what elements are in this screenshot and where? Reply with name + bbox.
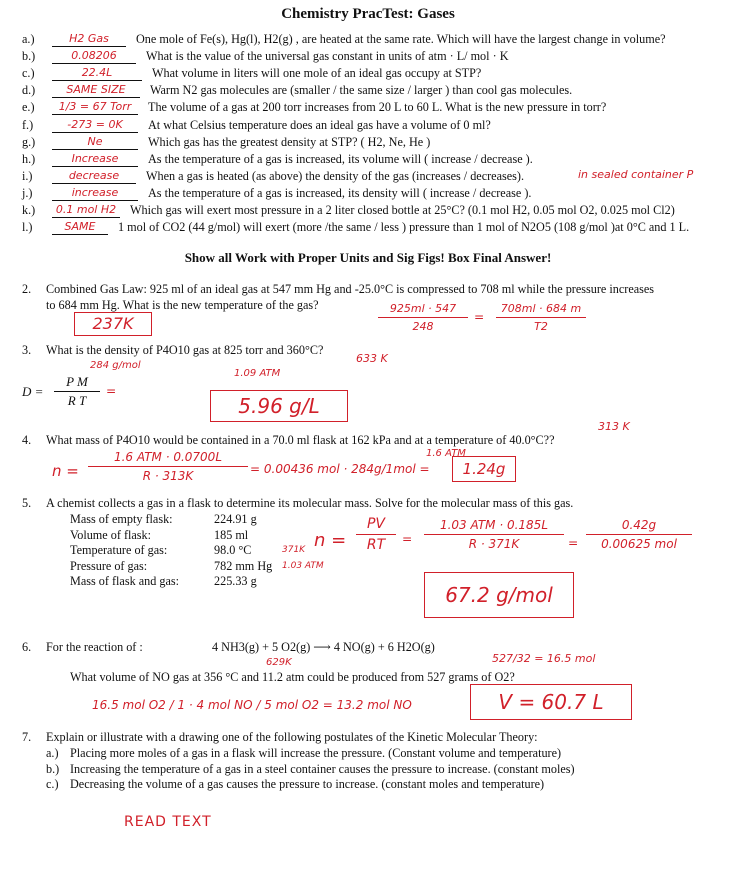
q2-text-line1: Combined Gas Law: 925 ml of an ideal gas at 547 mm Hg and -25.0°C is compressed to 708 ml while the pressure increases [46, 282, 655, 296]
q6-note-mol: 527/32 = 16.5 mol [492, 652, 596, 665]
q5-pv-den: RT [366, 537, 386, 553]
q5-row-value: 782 mm Hg [214, 558, 273, 573]
q6-answer: V = 60.7 L [498, 690, 604, 714]
q4-work-num: 1.6 ATM · 0.0700L [113, 450, 223, 464]
q6-equation: 4 NH3(g) + 5 O2(g) ⟶ 4 NO(g) + 6 H2O(g) [212, 640, 435, 654]
q4-answer: 1.24g [462, 460, 506, 478]
q5-mass-den: 0.00625 mol [601, 537, 677, 551]
row-question-text: As the temperature of a gas is increased, its volume will ( increase / decrease ). [148, 151, 533, 166]
q5-equals-2: = [568, 536, 579, 550]
short-answer-row [0, 220, 736, 237]
q5-row-value: 98.0 °C [214, 543, 252, 557]
q5-row-note: 1.03 ATM [282, 560, 324, 571]
q2-text-line2: to 684 mm Hg. What is the new temperature of the gas? [46, 298, 319, 312]
q3-text: What is the density of P4O10 gas at 825 torr and 360°C? [46, 343, 324, 357]
q5-text: A chemist collects a gas in a flask to determine its molecular mass. Solve for the molecular mass of this gas. [46, 496, 574, 510]
q7-item-letter: a.) [46, 746, 59, 760]
row-answer-blank: SAME [52, 220, 108, 235]
q3-number: 3. [22, 343, 32, 357]
row-letter: b.) [22, 49, 36, 64]
q2-work-left [378, 302, 468, 333]
row-answer-blank: 0.08206 [52, 49, 136, 64]
row-question-text: One mole of Fe(s), Hg(l), H2(g) , are heated at the same rate. Which will have the largest change in volume? [136, 32, 666, 46]
q2-work-left-num: 925ml · 547 [389, 302, 457, 315]
row-letter: g.) [22, 134, 36, 149]
q3-formula-fraction [54, 374, 100, 409]
row-answer-blank: decrease [52, 169, 136, 184]
q3-answer: 5.96 g/L [238, 394, 320, 418]
short-answer-row [0, 203, 736, 220]
q2-work-right-den: T2 [534, 320, 548, 333]
q5-equals-1: = [402, 532, 413, 546]
short-answer-row [0, 186, 736, 203]
short-answer-row [0, 118, 736, 135]
row-answer-blank: Increase [52, 152, 138, 167]
q3-formula-lhs: D = [22, 384, 44, 399]
q4-result: = 0.00436 mol · 284g/1mol = [250, 462, 430, 476]
q7-item-text: Increasing the temperature of a gas in a steel container causes the pressure to increase. (constant moles) [70, 761, 575, 776]
row-question-text: At what Celsius temperature does an ideal gas have a volume of 0 ml? [148, 117, 491, 132]
q5-work-fraction [424, 518, 564, 551]
row-answer-blank: 0.1 mol H2 [52, 203, 120, 218]
row-answer-blank: Ne [52, 135, 138, 150]
row-answer-blank: SAME SIZE [52, 83, 140, 98]
q7-text: Explain or illustrate with a drawing one of the following postulates of the Kinetic Molecular Theory: [46, 730, 538, 744]
q6-work: 16.5 mol O2 / 1 · 4 mol NO / 5 mol O2 = 13.2 mol NO [92, 698, 412, 712]
row-question-text: As the temperature of a gas is increased, its density will ( increase / decrease ). [148, 185, 532, 200]
q3-equals: = [106, 384, 117, 398]
q7-item-text: Placing more moles of a gas in a flask will increase the pressure. (Constant volume and temperature) [70, 746, 562, 760]
q4-text: What mass of P4O10 would be contained in a 70.0 ml flask at 162 kPa and at a temperature of 40.0°C?? [46, 433, 555, 447]
q5-row-label: Temperature of gas: [70, 543, 168, 557]
row-question-text: What is the value of the universal gas constant in units of atm · L/ mol · K [146, 49, 509, 64]
q5-answer-box [424, 572, 574, 618]
short-answer-row [0, 135, 736, 152]
row-letter: k.) [22, 203, 36, 217]
q2-answer-box [74, 312, 152, 336]
q5-pv-num: PV [366, 516, 386, 532]
q2-equals: = [474, 310, 485, 324]
short-answer-row [0, 32, 736, 49]
q2-work-left-den: 248 [412, 320, 434, 333]
q5-number: 5. [22, 496, 32, 510]
row-question-text: Which gas will exert most pressure in a 2 liter closed bottle at 25°C? (0.1 mol H2, 0.05 mol O2, 0.025 mol Cl2) [130, 203, 675, 217]
row-question-text: What volume in liters will one mole of an ideal gas occupy at STP? [152, 66, 482, 81]
short-answer-row [0, 152, 736, 169]
row-letter: j.) [22, 185, 33, 200]
row-answer-blank: -273 = 0K [52, 118, 138, 133]
q6-answer-box [470, 684, 632, 720]
q5-row-label: Volume of flask: [70, 527, 152, 542]
q5-mass-fraction [586, 518, 692, 551]
row-letter: i.) [22, 168, 33, 183]
q5-n-label: n = [314, 530, 347, 551]
j-margin-note: in sealed container P [578, 168, 694, 181]
q7-item-text: Decreasing the volume of a gas causes the pressure to increase. (constant moles and temperature) [70, 777, 545, 791]
q3-formula-num: P M [66, 374, 88, 389]
q2-work-right [496, 302, 586, 333]
q5-row-value: 224.91 g [214, 512, 257, 526]
q4-note-temp: 313 K [598, 420, 630, 433]
row-answer-blank: 1/3 = 67 Torr [52, 100, 138, 115]
q5-row-value: 225.33 g [214, 574, 257, 588]
q5-work-num: 1.03 ATM · 0.185L [439, 518, 549, 532]
row-question-text: The volume of a gas at 200 torr increases from 20 L to 60 L. What is the new pressure in torr? [148, 100, 607, 115]
q3-note-atm: 1.09 ATM [234, 368, 281, 379]
q2-work-right-num: 708ml · 684 m [500, 302, 582, 315]
q2-answer: 237K [92, 314, 134, 333]
row-letter: a.) [22, 32, 35, 46]
q3-formula-den: R T [67, 393, 87, 408]
q2-number: 2. [22, 282, 32, 296]
q3-note-molar: 284 g/mol [90, 360, 141, 371]
q4-n-label: n = [52, 462, 79, 480]
row-question-text: Which gas has the greatest density at STP? ( H2, Ne, He ) [148, 134, 431, 149]
q4-work-den: R · 313K [142, 469, 194, 483]
q5-row-note: 371K [282, 545, 306, 555]
q7-number: 7. [22, 730, 32, 744]
q5-row-label: Pressure of gas: [70, 558, 148, 573]
short-answer-row [0, 66, 736, 83]
q5-work-den: R · 371K [468, 537, 520, 551]
row-answer-blank: 22.4L [52, 66, 142, 81]
q5-mass-num: 0.42g [621, 518, 657, 532]
q4-number: 4. [22, 433, 32, 447]
short-answer-row [0, 100, 736, 117]
page-title: Chemistry PracTest: Gases [281, 6, 455, 22]
q7-item-letter: c.) [46, 777, 59, 791]
q7-handwritten-note: READ TEXT [124, 814, 212, 830]
row-question-text: 1 mol of CO2 (44 g/mol) will exert (more /the same / less ) pressure than 1 mol of N2O5 (108 g/mol )at 0°C and 1 L. [118, 220, 690, 235]
q5-row-label: Mass of empty flask: [70, 512, 173, 526]
q6-text: What volume of NO gas at 356 °C and 11.2 atm could be produced from 527 grams of O2? [70, 670, 515, 684]
q6-note-temp: 629K [266, 657, 292, 668]
row-answer-blank: H2 Gas [52, 32, 126, 47]
q6-lead: For the reaction of : [46, 640, 143, 654]
row-letter: e.) [22, 100, 35, 115]
q5-row-label: Mass of flask and gas: [70, 574, 179, 588]
q4-note-atm: 1.6 ATM [426, 448, 466, 459]
short-answer-row [0, 49, 736, 66]
row-letter: f.) [22, 117, 34, 132]
q5-answer: 67.2 g/mol [445, 583, 553, 607]
q4-work-fraction [88, 450, 248, 483]
q7-item-letter: b.) [46, 761, 60, 776]
row-letter: d.) [22, 83, 36, 98]
section-heading: Show all Work with Proper Units and Sig Figs! Box Final Answer! [184, 250, 552, 265]
row-question-text: Warm N2 gas molecules are (smaller / the same size / larger ) than cool gas molecules. [150, 83, 573, 98]
short-answer-row [0, 83, 736, 100]
row-letter: h.) [22, 151, 36, 166]
q5-pv-fraction [356, 516, 396, 553]
q6-number: 6. [22, 640, 32, 654]
row-answer-blank: increase [52, 186, 138, 201]
q4-answer-box [452, 456, 516, 482]
q3-note-temp: 633 K [356, 352, 388, 365]
q5-row-value: 185 ml [214, 527, 249, 542]
row-letter: l.) [22, 220, 33, 235]
row-question-text: When a gas is heated (as above) the density of the gas (increases / decreases). [146, 168, 524, 183]
row-letter: c.) [22, 66, 35, 81]
q3-answer-box [210, 390, 348, 422]
